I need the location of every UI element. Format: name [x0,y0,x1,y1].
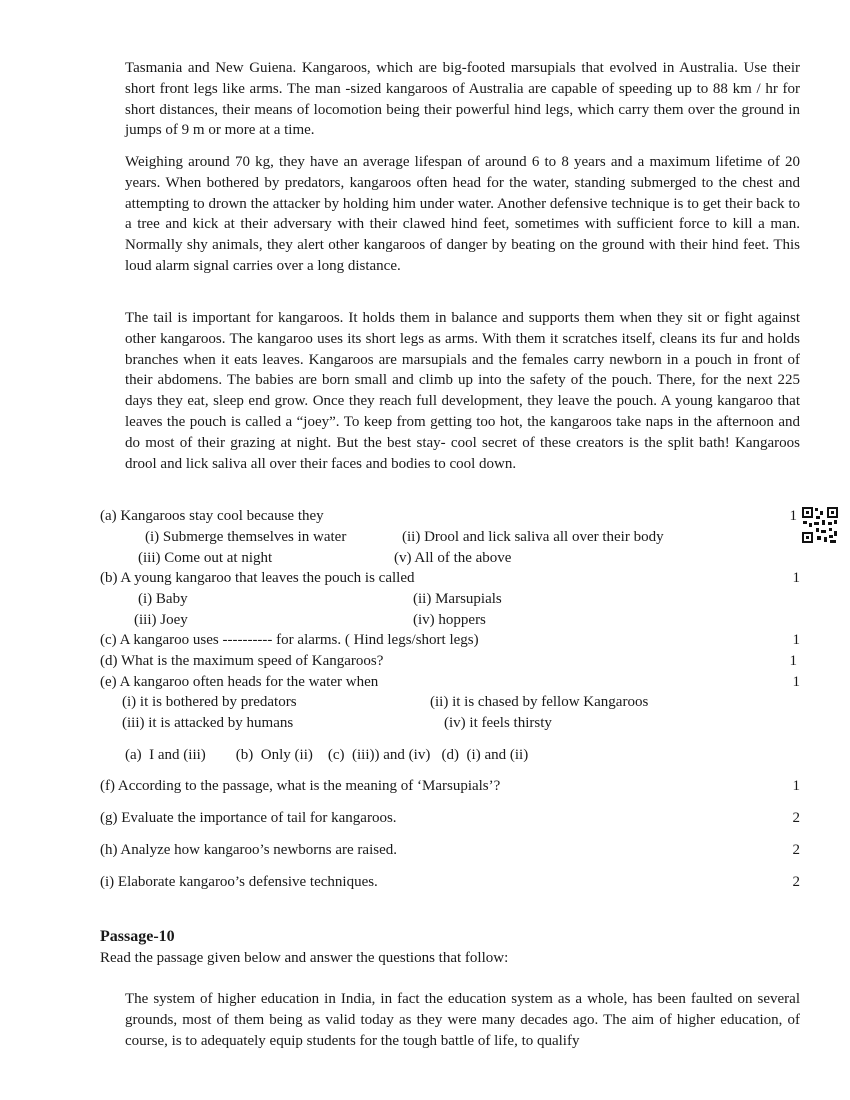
question-a-option-3: (iii) Come out at night [138,550,273,566]
question-b-option-2: (ii) Marsupials [413,591,502,607]
question-h-marks: 2 [792,842,800,858]
question-a: (a) Kangaroos stay cool because they [100,508,324,524]
passage-10-heading: Passage-10 [100,928,175,945]
passage-paragraph-3: The tail is important for kangaroos. It holds them in balance and supports them when they sit or fight against other kangaroos. The kangaroo uses its short legs as arms. With them it scratches itself, cleans its fur and holds branches when it eats leaves. Kangaroos are marsupials and the females carry newborn in a pouch in front of their abdomens. The babies are born small and climb up into the safety of the pouch. There, for the next 225 days they eat, sleep end grow. Once they reach full development, they leave the pouch. A young kangaroo that leaves the pouch is called a “joey”. To keep from getting too hot, the kangaroos take naps in the afternoon and do most of their grazing at night. But the best stay- cool secret of these creators is the split bath! Kangaroos drool and lick saliva all over their faces and bodies to cool down. [125,310,800,472]
question-f-marks: 1 [792,778,800,794]
question-a-option-1: (i) Submerge themselves in water [145,529,347,545]
question-e-option-2: (ii) it is chased by fellow Kangaroos [430,694,649,710]
question-a-option-4: (v) All of the above [394,550,512,566]
question-b: (b) A young kangaroo that leaves the pouch is called [100,570,415,586]
passage-paragraph-1: Tasmania and New Guiena. Kangaroos, which are big-footed marsupials that evolved in Australia. Use their short front legs like arms. The man -sized kangaroos of Australia are capable of speeding up to 88 km / hr for short distances, their means of locomotion being their powerful hind legs, which carry them over the ground in jumps of 9 m or more at a time. [125,60,800,139]
question-c-marks: 1 [792,632,800,648]
passage-paragraph-2: Weighing around 70 kg, they have an average lifespan of around 6 to 8 years and a maximum lifetime of 20 years. When bothered by predators, kangaroos often head for the water, standing submerged to the chest and attempting to drown the attacker by holding him under water. Another defensive technique is to get their back to a tree and kick at their adversary with their clawed hind feet, sometimes with sufficient force to kill a man. Normally shy animals, they alert other kangaroos of danger by beating on the ground with their hind feet. This loud alarm signal carries over a long distance. [125,154,800,274]
question-b-option-3: (iii) Joey [134,612,188,628]
question-b-option-4: (iv) hoppers [413,612,486,628]
question-b-marks: 1 [792,570,800,586]
passage-10-paragraph-1: The system of higher education in India, in fact the education system as a whole, has been faulted on several grounds, most of them being as valid today as they were many decades ago. The aim of higher education, of course, is to adequately equip students for the tough battle of life, to qualify [125,991,800,1049]
question-i: (i) Elaborate kangaroo’s defensive techniques. [100,874,378,890]
question-g: (g) Evaluate the importance of tail for kangaroos. [100,810,397,826]
question-a-marks: 1 [789,508,797,524]
qr-code-icon [801,506,839,544]
question-e-answer-choices: (a) I and (iii) (b) Only (ii) (c) (iii)) and (iv) (d) (i) and (ii) [125,747,529,763]
question-e-option-1: (i) it is bothered by predators [122,694,297,710]
passage-10-instruction: Read the passage given below and answer the questions that follow: [100,950,509,966]
question-g-marks: 2 [792,810,800,826]
question-d-marks: 1 [789,653,797,669]
question-d: (d) What is the maximum speed of Kangaroos? [100,653,384,669]
question-b-option-1: (i) Baby [138,591,188,607]
question-f: (f) According to the passage, what is the meaning of ‘Marsupials’? [100,778,501,794]
question-c: (c) A kangaroo uses ---------- for alarms. ( Hind legs/short legs) [100,632,479,648]
question-a-option-2: (ii) Drool and lick saliva all over their body [402,529,664,545]
question-e-marks: 1 [792,674,800,690]
question-h: (h) Analyze how kangaroo’s newborns are raised. [100,842,397,858]
question-e: (e) A kangaroo often heads for the water when [100,674,379,690]
question-e-option-4: (iv) it feels thirsty [444,715,552,731]
question-i-marks: 2 [792,874,800,890]
question-e-option-3: (iii) it is attacked by humans [122,715,294,731]
